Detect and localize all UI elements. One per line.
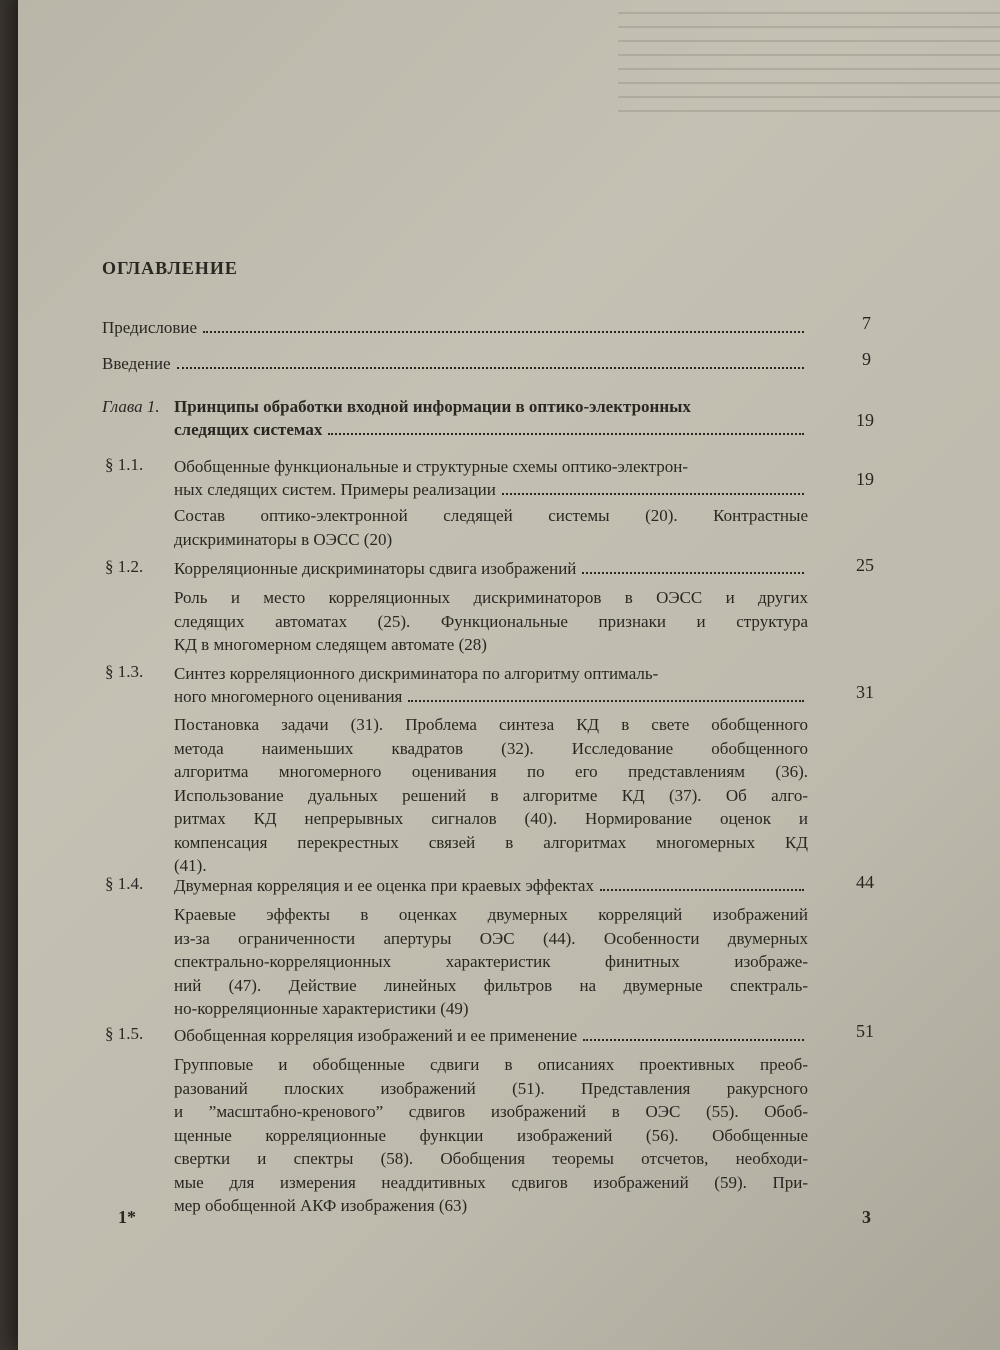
section-title-line1: Корреляционные дискриминаторы сдвига изображений <box>174 557 810 580</box>
page-number: 25 <box>856 555 874 575</box>
section-description: Роль и место корреляционных дискриминаторов в ОЭСС и других следящих автоматах (25). Функциональные признаки и структура КД в многомерном следящем автомате (28) <box>174 588 808 654</box>
section-description: Групповые и обобщенные сдвиги в описаниях проективных преоб- разований плоских изображений (51). Представления ракурсного и ”масштабно-кренового” сдвигов изображений в ОЭС (55). Обоб- щенные корреляционные функции изображений (56). Обобщенные свертки и спектры (58). Обобщения теоремы отсчетов, необходи- мые для измерения неаддитивных сдвигов изображений (59). При- мер обобщенной АКФ изображения (63) <box>174 1055 808 1215</box>
section-title-line1: Обобщенная корреляция изображений и ее применение <box>174 1024 810 1047</box>
toc-heading: ОГЛАВЛЕНИЕ <box>102 258 238 278</box>
section-number: § 1.1. <box>105 455 144 474</box>
dot-leader <box>177 367 804 369</box>
section-title-line1: Двумерная корреляция и ее оценка при краевых эффектах <box>174 874 810 897</box>
page-number: 19 <box>856 410 874 430</box>
page-number: 9 <box>862 349 871 369</box>
page-number: 19 <box>856 469 874 489</box>
section-description: Постановка задачи (31). Проблема синтеза КД в свете обобщенного метода наименьших квадратов (32). Исследование обобщенного алгоритма многомерного оценивания по его представлениям (36). Использование дуальных решений в алгоритме КД (37). Об алго- ритмах КД непрерывных сигналов (40). Нормирование оценок и компенсация перекрестных связей в алгоритмах многомерных КД (41). <box>174 715 808 875</box>
page-number: 51 <box>856 1021 874 1041</box>
section-number: § 1.4. <box>105 874 144 893</box>
section-number: § 1.5. <box>105 1024 144 1043</box>
dot-leader <box>583 1039 804 1041</box>
page-number: 31 <box>856 682 874 702</box>
section-title-line1: Синтез корреляционного дискриминатора по алгоритму оптималь- <box>174 664 659 683</box>
section-number: § 1.3. <box>105 662 144 681</box>
toc-entry-intro <box>102 352 810 375</box>
page-number: 7 <box>862 313 871 333</box>
section-description: Краевые эффекты в оценках двумерных корреляций изображений из-за ограниченности апертуры ОЭС (44). Особенности двумерных спектрально-корреляционных характеристик финитных изображе- ний (47). Действие линейных фильтров на двумерные спектраль- но-корреляционные характеристики (49) <box>174 905 808 1018</box>
signature-mark: 1* <box>118 1207 136 1227</box>
entry-title: следящих системах <box>174 420 323 439</box>
dot-leader <box>600 889 804 891</box>
folio-page-number: 3 <box>862 1207 871 1227</box>
section-title-line2: ных следящих систем. Примеры реализации <box>174 478 810 501</box>
section-title-line2: ного многомерного оценивания <box>174 685 810 708</box>
entry-title: Предисловие <box>102 318 198 337</box>
dot-leader <box>408 700 804 702</box>
chapter-label: Глава 1. <box>102 397 160 416</box>
toc-entry-preface <box>102 316 810 339</box>
dot-leader <box>502 493 804 495</box>
entry-title: Введение <box>102 354 171 373</box>
chapter-title-line1: Принципы обработки входной информации в оптико-электронных <box>174 397 691 416</box>
section-description: Состав оптико-электронной следящей системы (20). Контрастные дискриминаторы в ОЭСС (20) <box>174 506 808 549</box>
dot-leader <box>582 572 804 574</box>
section-title-line1: Обобщенные функциональные и структурные схемы оптико-электрон- <box>174 457 688 476</box>
page-number: 44 <box>856 872 874 892</box>
dot-leader <box>203 331 804 333</box>
chapter-title-line2 <box>174 418 810 441</box>
section-number: § 1.2. <box>105 557 144 576</box>
dot-leader <box>328 433 804 435</box>
bleed-through-text <box>618 0 1000 190</box>
